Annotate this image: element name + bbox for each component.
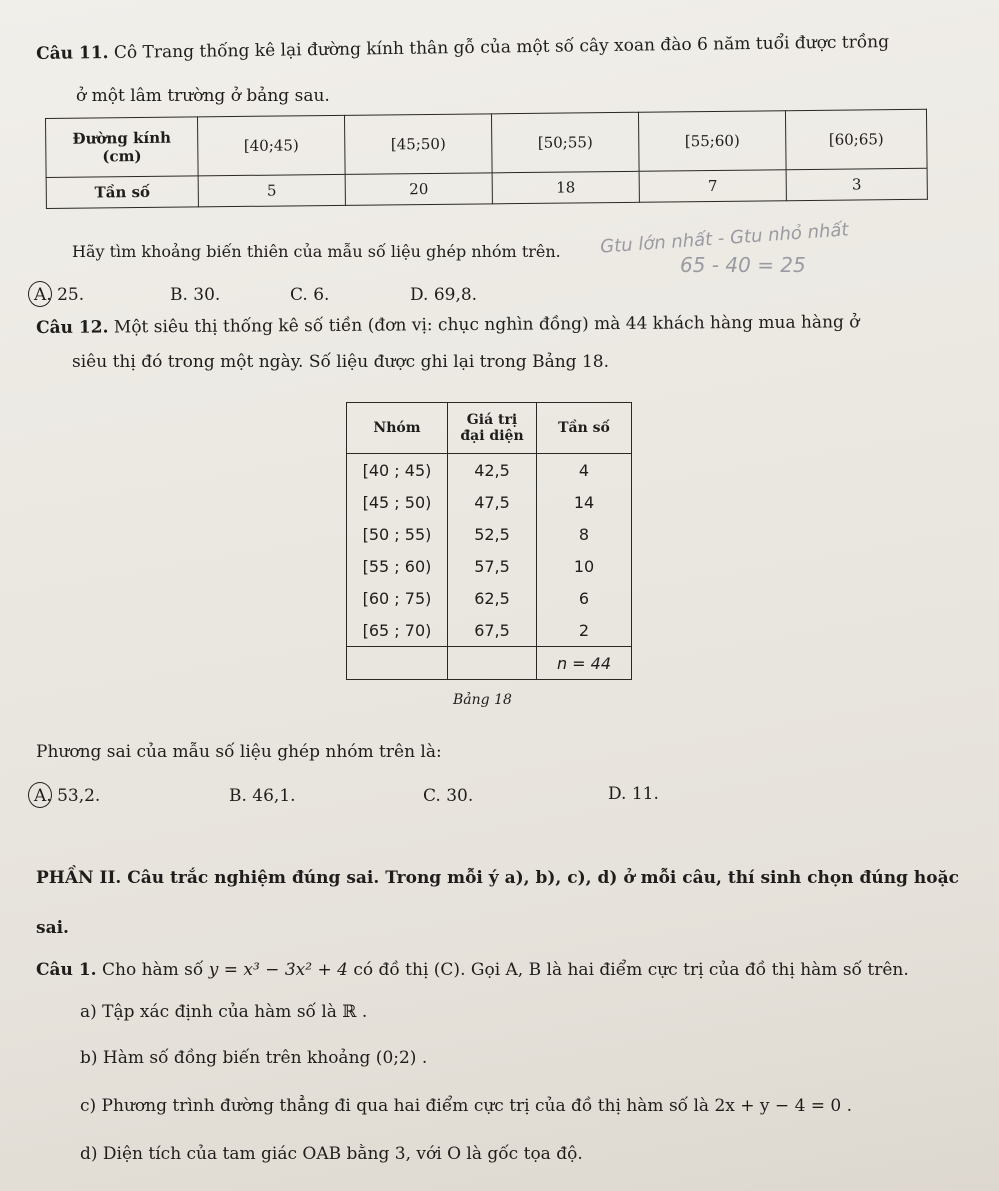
freq-cell: 14	[537, 486, 632, 518]
empty-cell	[347, 647, 448, 680]
col-header-frequency: Tần số	[537, 403, 632, 454]
part2-heading-line2: sai.	[36, 918, 69, 938]
bang-18-table	[346, 402, 632, 680]
q11-option-c: C. 6.	[290, 285, 330, 305]
value-cell: 52,5	[448, 518, 537, 550]
q11-option-a: A. 25.	[34, 285, 85, 305]
empty-cell	[448, 647, 537, 680]
q12-option-a: A. 53,2.	[34, 786, 101, 806]
group-cell: [40 ; 45)	[347, 454, 448, 487]
q12-line1	[36, 312, 860, 338]
q11-question: Hãy tìm khoảng biến thiên của mẫu số liệu ghép nhóm trên.	[72, 242, 561, 261]
q11-line1-text: Cô Trang thống kê lại đường kính thân gỗ của một số cây xoan đào 6 năm tuổi được trồng	[113, 32, 890, 63]
frequency-cell: 5	[198, 174, 345, 207]
interval-cell: [45;50)	[344, 114, 492, 175]
q11-diameter-table	[45, 109, 928, 209]
part2-q1-text-a: Cho hàm số	[101, 960, 204, 980]
value-cell: 57,5	[448, 550, 537, 582]
q11-label: Câu 11.	[36, 42, 109, 64]
q12-label: Câu 12.	[36, 317, 109, 338]
frequency-cell: 20	[345, 173, 492, 206]
total-cell: n = 44	[537, 647, 632, 680]
value-cell: 42,5	[448, 454, 537, 487]
col-header-representative: Giá trị đại diện	[448, 403, 537, 454]
freq-cell: 4	[537, 454, 632, 487]
part2-q1-b: b) Hàm số đồng biến trên khoảng (0;2) .	[80, 1048, 428, 1068]
q12-question: Phương sai của mẫu số liệu ghép nhóm trên là:	[36, 742, 442, 762]
part2-q1-text-b: có đồ thị (C). Gọi A, B là hai điểm cực trị của đồ thị hàm số trên.	[353, 960, 909, 980]
value-cell: 47,5	[448, 486, 537, 518]
table-header-frequency: Tần số	[46, 176, 198, 209]
group-cell: [45 ; 50)	[347, 486, 448, 518]
frequency-cell: 7	[639, 170, 786, 203]
interval-cell: [55;60)	[638, 111, 786, 172]
q11-line2: ở một lâm trường ở bảng sau.	[76, 86, 330, 106]
group-cell: [50 ; 55)	[347, 518, 448, 550]
freq-cell: 2	[537, 614, 632, 647]
frequency-cell: 3	[786, 168, 927, 200]
interval-cell: [60;65)	[785, 109, 927, 169]
freq-cell: 6	[537, 582, 632, 614]
freq-cell: 8	[537, 518, 632, 550]
q12-option-c: C. 30.	[423, 786, 474, 806]
q12-option-b: B. 46,1.	[229, 786, 296, 806]
q11-option-b: B. 30.	[170, 285, 221, 305]
handwritten-note-2: 65 - 40 = 25	[680, 253, 806, 277]
q12-line2: siêu thị đó trong một ngày. Số liệu được ghi lại trong Bảng 18.	[72, 352, 609, 372]
answer-circle-mark	[28, 782, 52, 808]
value-cell: 67,5	[448, 614, 537, 647]
interval-cell: [50;55)	[491, 112, 639, 173]
part2-q1-a: a) Tập xác định của hàm số là ℝ .	[80, 1002, 368, 1022]
frequency-cell: 18	[492, 171, 639, 204]
q11-option-d: D. 69,8.	[410, 285, 478, 305]
freq-cell: 10	[537, 550, 632, 582]
q11-line1	[36, 32, 889, 64]
answer-circle-mark	[28, 281, 52, 307]
part2-heading-line1: PHẦN II. Câu trắc nghiệm đúng sai. Trong mỗi ý a), b), c), d) ở mỗi câu, thí sinh chọn đúng hoặc	[36, 868, 959, 888]
part2-q1-intro	[36, 960, 909, 980]
group-cell: [55 ; 60)	[347, 550, 448, 582]
q12-line1-text: Một siêu thị thống kê số tiền (đơn vị: chục nghìn đồng) mà 44 khách hàng mua hàng ở	[113, 312, 860, 338]
group-cell: [65 ; 70)	[347, 614, 448, 647]
table-caption: Bảng 18	[453, 692, 512, 708]
interval-cell: [40;45)	[197, 115, 345, 176]
part2-q1-c: c) Phương trình đường thẳng đi qua hai điểm cực trị của đồ thị hàm số là 2x + y − 4 = 0 .	[80, 1096, 853, 1116]
col-header-group: Nhóm	[347, 403, 448, 454]
q12-option-d: D. 11.	[608, 784, 659, 804]
table-header-diameter: Đường kính (cm)	[46, 117, 199, 178]
part2-q1-label: Câu 1.	[36, 960, 97, 980]
part2-q1-formula: y = x³ − 3x² + 4	[208, 960, 348, 980]
handwritten-note-1: Gtu lớn nhất - Gtu nhỏ nhất	[599, 219, 850, 258]
group-cell: [60 ; 75)	[347, 582, 448, 614]
part2-q1-d: d) Diện tích của tam giác OAB bằng 3, với O là gốc tọa độ.	[80, 1144, 583, 1164]
value-cell: 62,5	[448, 582, 537, 614]
